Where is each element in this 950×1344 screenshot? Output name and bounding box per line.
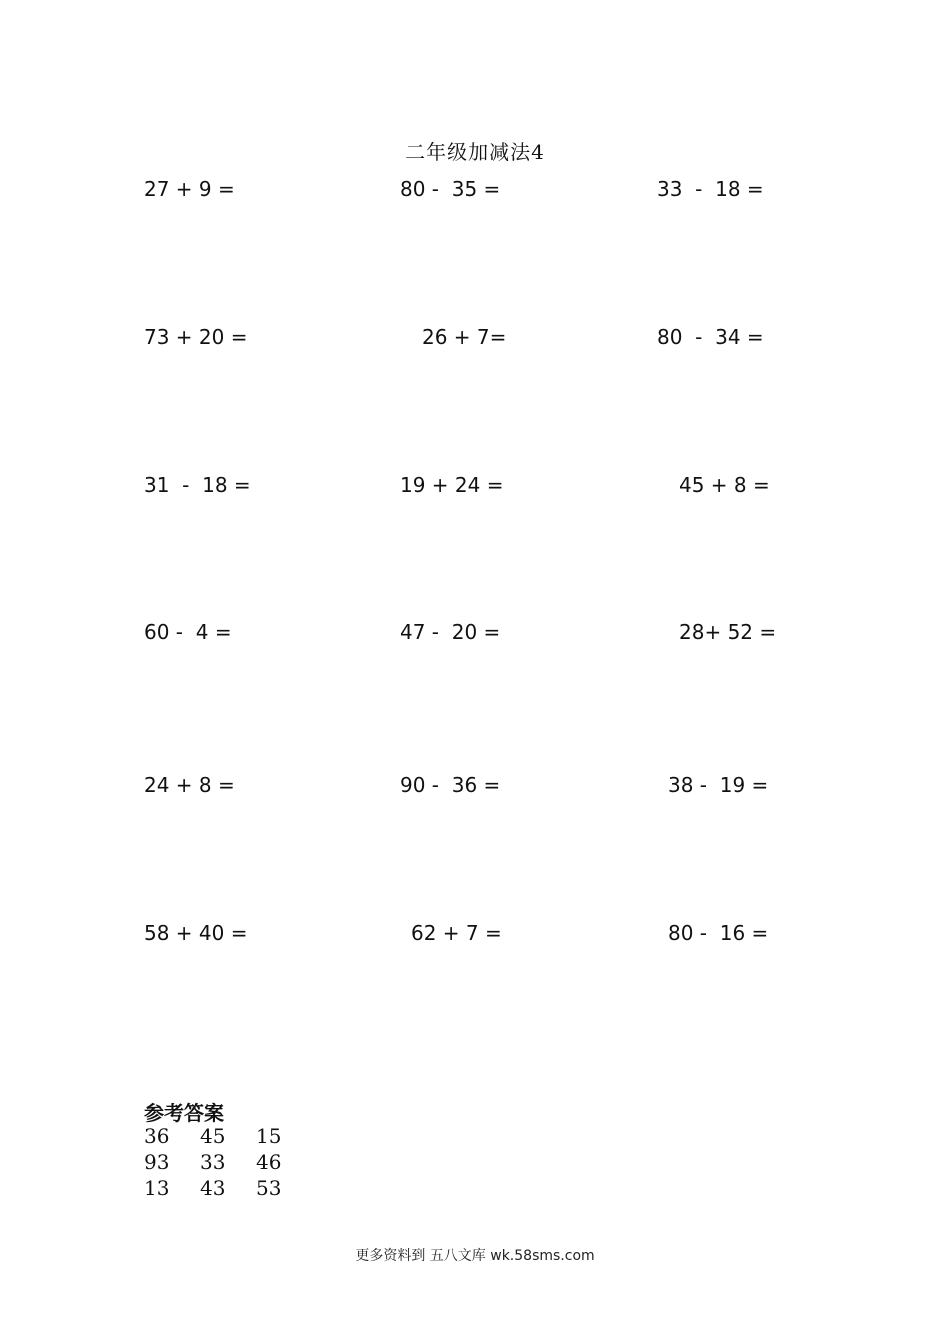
problem-r3-c1: 31 - 18 = [144,473,251,497]
problem-r3-c3: 45 + 8 = [679,473,770,497]
problem-r6-c1: 58 + 40 = [144,921,248,945]
answer-value: 46 [256,1150,282,1174]
page-title: 二年级加减法4 [405,140,545,164]
problem-r4-c1: 60 - 4 = [144,620,232,644]
answer-value: 45 [200,1124,226,1148]
problem-r3-c2: 19 + 24 = [400,473,504,497]
problem-r6-c3: 80 - 16 = [668,921,769,945]
answer-value: 13 [144,1176,170,1200]
problem-r1-c3: 33 - 18 = [657,177,764,201]
problem-r4-c3: 28+ 52 = [679,620,777,644]
problem-r5-c1: 24 + 8 = [144,773,235,797]
problem-r5-c2: 90 - 36 = [400,773,501,797]
answer-value: 36 [144,1124,170,1148]
problem-r1-c1: 27 + 9 = [144,177,235,201]
problem-r5-c3: 38 - 19 = [668,773,769,797]
problem-r2-c1: 73 + 20 = [144,325,248,349]
problem-r2-c2: 26 + 7= [422,325,507,349]
answer-value: 15 [256,1124,282,1148]
problem-r1-c2: 80 - 35 = [400,177,501,201]
answer-value: 53 [256,1176,282,1200]
answer-value: 43 [200,1176,226,1200]
answer-value: 33 [200,1150,226,1174]
problem-r4-c2: 47 - 20 = [400,620,501,644]
answers-heading: 参考答案 [144,1101,224,1125]
problem-r6-c2: 62 + 7 = [411,921,502,945]
answer-value: 93 [144,1150,170,1174]
footer-note: 更多资料到 五八文库 wk.58sms.com [355,1248,595,1264]
problem-r2-c3: 80 - 34 = [657,325,764,349]
